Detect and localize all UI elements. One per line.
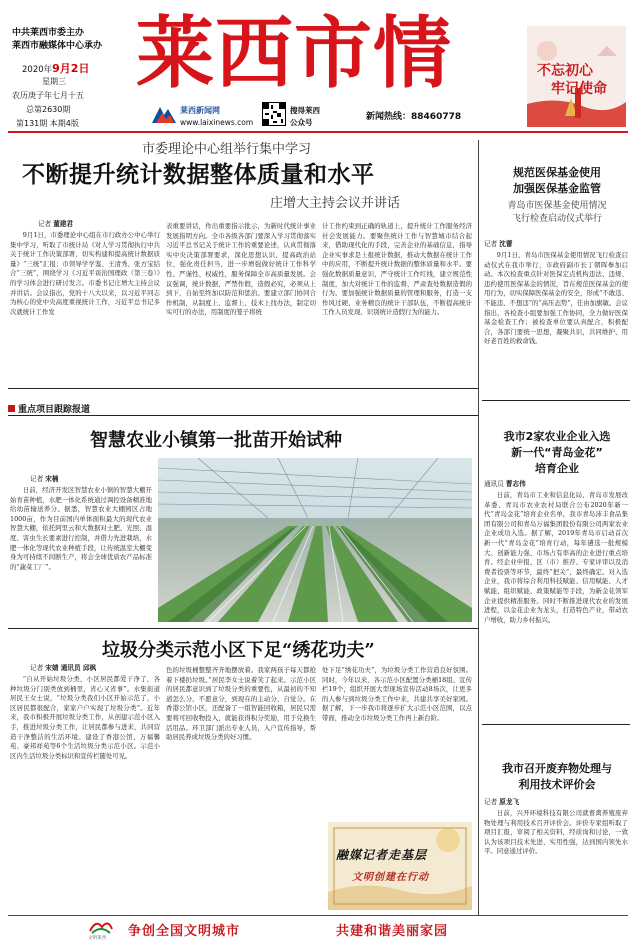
lead-col-1 [10,231,160,379]
farm-bottom-rule [8,628,478,629]
farm-body-text: 日前，经济开发区智慧农业小镇的智慧大棚开始育苗种植，水肥一体化系统通过调控设备精准地给幼苗输送养分。据悉，智慧农业大棚园区占地1000亩，作为目前国内单体面积最大的现代农业智慧大棚，依托阿里云和大数据对土肥、光照、湿度、害虫生长要素进行控制，并借力先进栽培，水肥一体化等现代农业种植手段，让传统温室大棚变身为可持续不间断生产，将会全球优质农产品标准的“蔬菜工厂”。 [10,486,152,571]
lead-col-3-text: 计工作约束到正确的轨道上，提升统计工作服务经济社会发展能力。要聚焦统计工作与智慧城市结合起来，借助现代化的手段，完善企业的基础信息，指导企业实事求是上报统计数据，推动大数据在统计工作中的应用，不断提升统计数据的整体质量和水平。要强化数据质量意识，严守统计工作红线，建立规范性制度，加大对统计工作的监督、严肃查处数据造假的行为。要加强统计数据质量的管理和服务，打造一支作风过硬、业务精良的统计干部队伍，不断提高统计工作人员发现、识别统计造假行为的能力。 [322,222,472,317]
masthead-weekday: 星期三 [42,77,66,86]
section-label-text: 重点项目跟踪报道 [18,405,91,415]
waste-byline [30,664,96,673]
footer-logo [86,917,116,943]
right3-body [484,809,628,911]
section-label-marker [8,405,15,412]
hotline-label: 新闻热线： [366,112,412,122]
date-year: 2020年 [22,65,53,75]
slogan-box [527,26,626,127]
right-rule-2 [482,724,630,725]
masthead-rule [8,131,628,133]
farm-byline [30,475,58,484]
lead-col-2-text: 表重要讲话，作出重要指示批示，为新时代统计事业发展指明方向。全市各级各部门要深入学习贯彻落实习近平总书记关于统计工作的重要论述，认真贯彻落实中央决策部署要求，深化思想认识，提高政治站位，强化责任担当，进一步增强做好统计工作科学性、严谨性、权威性，服务保障全市高质量发展。会议强调，统计数据，严禁作假，造假必究，必须从上到下，自始至终加以防范和惩治。要建立部门协同合作机制，从制度上、监督上、技术上找办法，制定切实可行的办法，用制度的笼子将统 [166,222,316,317]
hotline-number: 88460778 [411,112,462,122]
masthead-org-line1: 中共莱西市委主办 [12,28,85,38]
hotline [366,109,461,122]
masthead-total-issue: 总第2630期 [26,105,71,114]
lead-headline: 不断提升统计数据整体质量和水平 [22,161,375,188]
masthead-issue: 第131期 本期4版 [16,119,79,128]
right3-body-text: 日前，兴开环境科技有限公司就畜禽养殖废弃物处理与利用技术召开评价会。评价专家组听取了项目汇报，审阅了相关资料，经质询和讨论，一致认为该项目技术先进、实用性强，达到国内领先水平。同意通过评价。 [484,809,628,856]
promo-banner [328,822,472,910]
slogan-line2: 牢记使命 [551,81,607,97]
masthead-lunar: 农历庚子年七月十五 [12,91,84,100]
farm-headline: 智慧农业小镇第一批苗开始试种 [90,430,342,451]
lead-col-1-text: 9月1日，市委理论中心组在市行政办公中心举行集中学习，听取了市统计局《对人学习贯彻执行中共关于统计工作决策部署，切实构建和提高统计数据质量》“三统”汇报；市领导学学鉴、王清秀、张方宝结合“三统”，围绕学习《习近平谈治国理政（第三卷）》的学习体会进行研讨发言。市委书记庄增大主持会议并讲话。会议指出，党的十八大以来，以习近平同志为核心的党中央高度重视统计工作，习近平总书记多次就统计工作发 [10,231,160,316]
masthead-org-line2: 莱西市融媒体中心承办 [12,41,103,51]
right1-sub-1: 青岛市医保基金使用情况 [507,201,607,211]
right1-byline [484,240,512,249]
right2-body [484,491,628,719]
right2-byline [484,480,526,489]
masthead-date [22,60,89,76]
lead-byline-name: 董建君 [53,220,74,228]
slogan-line1: 不忘初心 [537,63,593,79]
waste-col-3-text: 处下足“绣花功夫”，为垃圾分类工作营造良好氛围。同时，今年以来，各示范小区配置分类桶18组、宣传栏19个，组织开展大型现场宣传活动8场次，让更多的人参与到垃圾分类工作中来，共建共享美好家园。据了解，下一步我市将逐步扩大示范小区范围，以点带面，推动全市垃圾分类工作再上新台阶。 [322,666,472,722]
qr-label-2: 公众号 [290,118,313,127]
right1-byline-label: 记者 [484,240,498,248]
mid-rule [8,388,478,389]
right2-byline-name: 曹志伟 [505,480,526,488]
right1-byline-name: 沈蕾 [499,240,513,248]
waste-col-1-text: “自从开始垃圾分类，小区居民都爱干净了，各种垃圾分门别类放到桶里，省心又省事”。水集街道居民王女士说，“垃圾分类我们小区开始示范了，小区居民都很配合，家家户户实现了垃圾分类”。近年来，我市积极开展垃圾分类工作，从创建示范小区入手，推进垃圾分类工作，让居民都参与进来，共同营造干净整洁的生活环境。建设了香港公馆、万福馨苑、豪邦祥苑等6个生活垃圾分类示范小区。示范小区内生活垃圾分类标识和宣传栏随处可见。 [10,675,160,760]
right2-body-text: 日前，青岛市工业和信息化局、青岛市发展改革委、青岛市农业农村局联合公布2020年新一代“青岛金花”培育企业名单，我市青岛沛丰食品集团有限公司和青岛万福集团股份有限公司两家农业企业成功入选。据了解，2019年青岛市启动首次新一代“青岛金花”培育行动，每年遴选一批规模大、创新能力强、市场占有率高的企业进行重点培育。经企业申报、区（市）推荐、专家评审以及消费者投票等环节，最终“把关”，最终确定。对入选企业，我市将综合利用科技赋能、信用赋能、人才赋能、组织赋能、政策赋能等手段，为新金花领军企业提供精准服务。同时不断推进现代农业的发展进程，以金花企业为龙头，打造特色产业，带动农户增收，助力乡村振兴。 [484,491,628,624]
waste-col-2 [166,666,316,911]
right2-headline-2: 新一代“青岛金花” [511,446,603,459]
footer-slogan-right: 共建和谐美丽家园 [336,924,449,939]
right3-byline-name: 原龙飞 [499,798,520,806]
site-logo-name: 莱西新闻网 [180,106,220,115]
right3-headline-1: 我市召开废弃物处理与 [502,762,612,775]
farm-byline-name: 宋楠 [45,475,59,483]
section-label [8,402,90,415]
right1-headline-2: 加强医保基金监管 [513,182,601,195]
site-url[interactable]: www.laixinews.com [180,118,254,127]
lead-kicker: 市委理论中心组举行集中学习 [142,142,312,157]
right2-headline-1: 我市2家农业企业入选 [503,430,611,443]
farm-body [10,486,152,614]
qr-code [262,102,286,126]
lead-subhead: 庄增大主持会议并讲话 [270,196,401,211]
right2-byline-label: 通讯员 [484,480,504,488]
site-logo [150,103,178,127]
waste-col-2-text: 色的垃圾桶整整齐齐地摆放着。我家两孩子每天都抢着下楼扔垃圾。”居民李女士说着笑了起来。示范小区的居民都意识到了垃圾分类的重要性，从最初的不知道怎么分、不愿意分，到现在的主动分、自觉分。在香港公馆小区，还配备了一组智能回收箱，居民只需要将可回收物投入，就能获得积分奖励，用于兑换生活用品。环卫部门派出专业人员，入户宣传指导，帮助居民养成垃圾分类的好习惯。 [166,666,316,742]
right3-byline [484,798,519,807]
right1-headline-1: 规范医保基金使用 [513,166,601,179]
greenhouse-photo [158,458,472,622]
waste-byline-label: 记者 [30,664,44,672]
waste-col-3 [322,666,472,814]
lead-col-3 [322,222,472,379]
masthead-title: 莱西市情 [136,8,453,99]
waste-headline: 垃圾分类示范小区下足“绣花功夫” [102,640,375,661]
footer-slogan-left: 争创全国文明城市 [128,924,241,939]
promo-banner-line2: 文明创建在行动 [352,872,429,883]
footer-rule [8,915,628,916]
farm-byline-label: 记者 [30,475,44,483]
right3-byline-label: 记者 [484,798,498,806]
lead-byline [38,220,73,229]
date-month-day: 9月2日 [52,62,90,75]
right3-headline-2: 利用技术评价会 [518,778,596,791]
right1-body [484,251,628,391]
divider-right-column [478,140,479,915]
lead-col-2 [166,222,316,379]
promo-banner-line1: 融媒记者走基层 [336,848,428,862]
waste-col-1 [10,675,160,911]
qr-label-1: 搜得莱西 [290,106,320,115]
waste-byline-name: 宋婧 通讯员 邱枫 [45,664,97,672]
right1-body-text: 9月1日，青岛市医保基金使用情况飞行检查启动仪式在我市举行，市政府副市长丁朝晖参加启动。本次检查重点针对医保定点机构违法、违规、违约使用医保基金的情况，旨在规范医保基金的使用行为，切实保障医保基金的安全，形成“不敢违、不能违、不想违”的“高压态势”，任由加旗敏。会议指出，各检查小组要加强工作协同，全力做好医保基金检查工作；被检查单位要认真配合，积极配合，各部门要统一思想，凝聚共识，共同维护、用好老百姓的救命钱。 [484,251,628,346]
section-label-rule [8,415,478,416]
right-rule-1 [482,400,630,401]
lead-byline-label: 记者 [38,220,52,228]
right2-headline-3: 培育企业 [535,462,579,475]
right1-sub-2: 飞行检查启动仪式举行 [511,214,602,224]
footer-logo-caption: 文明莱西 [88,936,106,941]
